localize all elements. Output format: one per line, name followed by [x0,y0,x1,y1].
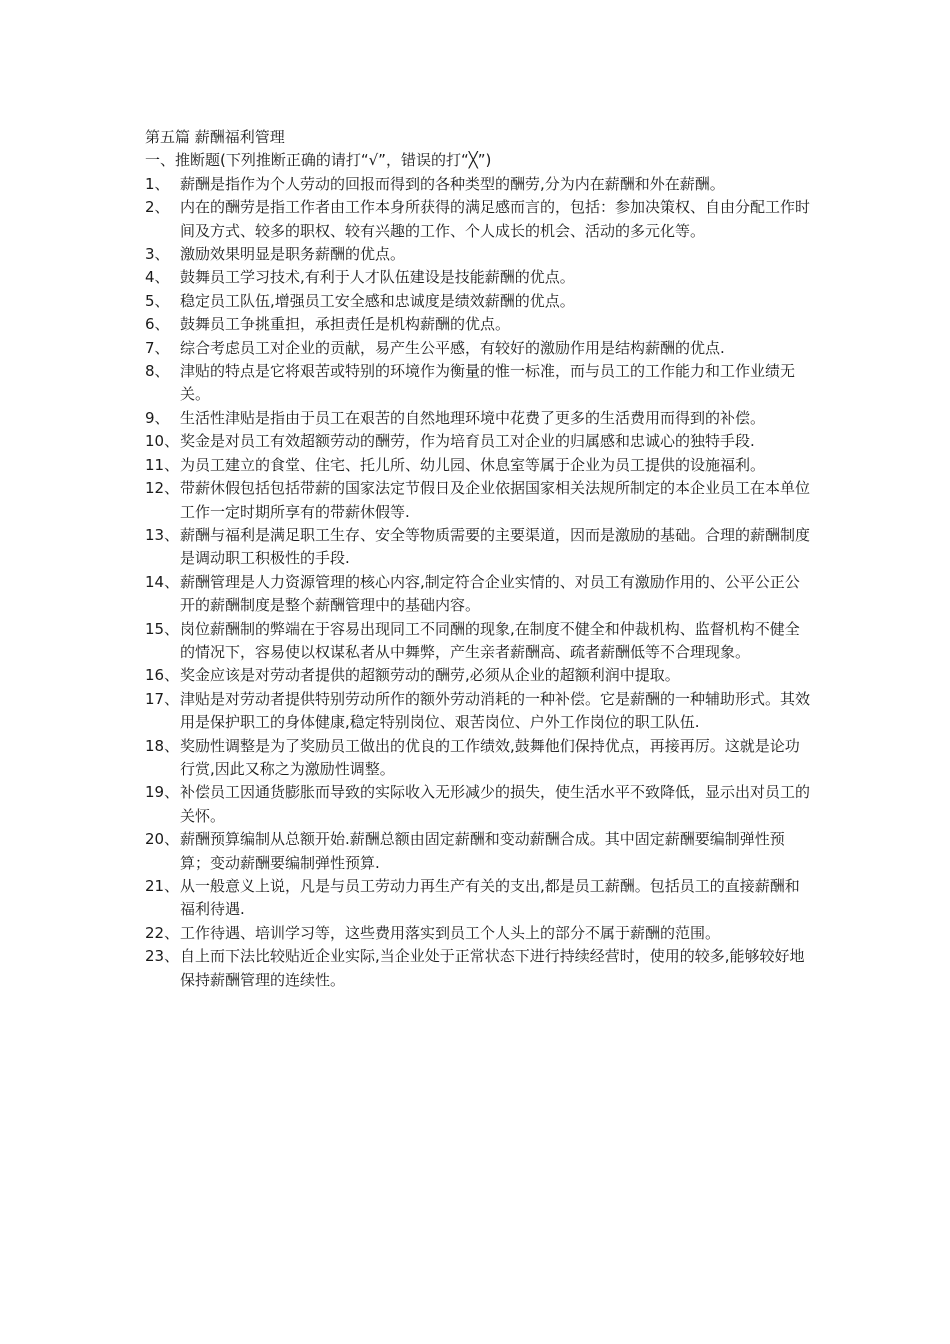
document-body [145,126,810,992]
question-text: 稳定员工队伍,增强员工安全感和忠诚度是绩效薪酬的优点。 [180,291,575,310]
question-text: 薪酬管理是人力资源管理的核心内容,制定符合企业实情的、对员工有激励作用的、公平公正公开的薪酬制度是整个薪酬管理中的基础内容。 [180,572,800,615]
question-item [145,781,810,828]
question-item [145,173,810,196]
question-item [145,313,810,336]
question-item [145,875,810,922]
question-item [145,571,810,618]
question-item [145,735,810,782]
question-text: 从一般意义上说，凡是与员工劳动力再生产有关的支出,都是员工薪酬。包括员工的直接薪酬和福利待遇. [180,877,800,919]
question-item [145,688,810,735]
question-text: 生活性津贴是指由于员工在艰苦的自然地理环境中花费了更多的生活费用而得到的补偿。 [180,408,766,427]
question-number: 20、 [145,830,180,849]
question-number: 15、 [145,619,180,638]
question-item [145,524,810,571]
question-item [145,360,810,407]
question-number: 7、 [145,338,170,357]
question-number: 12、 [145,479,180,498]
question-list [145,173,810,992]
question-text: 薪酬是指作为个人劳动的回报而得到的各种类型的酬劳,分为内在薪酬和外在薪酬。 [180,174,725,193]
question-number: 23、 [145,947,180,966]
question-item [145,477,810,524]
question-item [145,922,810,945]
question-text: 激励效果明显是职务薪酬的优点。 [180,245,406,264]
question-text: 薪酬与福利是满足职工生存、安全等物质需要的主要渠道，因而是激励的基础。合理的薪酬制度是调动职工积极性的手段. [180,525,811,568]
question-text: 鼓舞员工争挑重担，承担责任是机构薪酬的优点。 [180,315,511,334]
question-item [145,243,810,266]
question-number: 6、 [145,315,170,334]
question-item [145,266,810,289]
question-text: 补偿员工因通货膨胀而导致的实际收入无形减少的损失，使生活水平不致降低，显示出对员工的关怀。 [180,783,811,825]
question-item [145,664,810,687]
question-number: 14、 [145,572,180,591]
question-text: 薪酬预算编制从总额开始.薪酬总额由固定薪酬和变动薪酬合成。其中固定薪酬要编制弹性预算；变动薪酬要编制弹性预算. [180,830,785,872]
question-text: 奖金是对员工有效超额劳动的酬劳，作为培育员工对企业的归属感和忠诚心的独特手段. [180,432,755,451]
question-text: 为员工建立的食堂、住宅、托儿所、幼儿园、休息室等属于企业为员工提供的设施福利。 [180,455,766,474]
section-heading: 一、推断题(下列推断正确的请打“√”，错误的打“╳”) [145,151,492,170]
question-item [145,454,810,477]
question-number: 11、 [145,455,180,474]
question-item [145,430,810,453]
question-text: 综合考虑员工对企业的贡献，易产生公平感，有较好的激励作用是结构薪酬的优点. [180,338,725,357]
question-number: 17、 [145,689,180,708]
question-number: 5、 [145,291,170,310]
question-text: 奖励性调整是为了奖励员工做出的优良的工作绩效,鼓舞他们保持优点，再接再厉。这就是论功行赏,因此又称之为激励性调整。 [180,736,800,778]
question-item [145,828,810,875]
question-item [145,407,810,430]
question-text: 奖金应该是对劳动者提供的超额劳动的酬劳,必须从企业的超额利润中提取。 [180,666,680,685]
question-number: 16、 [145,666,180,685]
question-text: 鼓舞员工学习技术,有利于人才队伍建设是技能薪酬的优点。 [180,268,575,287]
question-text: 带薪休假包括包括带薪的国家法定节假日及企业依据国家相关法规所制定的本企业员工在本单位工作一定时期所享有的带薪休假等. [180,479,811,521]
question-item [145,290,810,313]
question-number: 8、 [145,362,170,381]
question-number: 9、 [145,408,170,427]
question-number: 2、 [145,198,170,217]
question-text: 内在的酬劳是指工作者由工作本身所获得的满足感而言的，包括：参加决策权、自由分配工作时间及方式、较多的职权、较有兴趣的工作、个人成长的机会、活动的多元化等。 [180,198,811,240]
question-number: 19、 [145,783,180,802]
question-number: 10、 [145,432,180,451]
question-item [145,196,810,243]
question-text: 津贴是对劳动者提供特别劳动所作的额外劳动消耗的一种补偿。它是薪酬的一种辅助形式。其效用是保护职工的身体健康,稳定特别岗位、艰苦岗位、户外工作岗位的职工队伍. [180,689,811,732]
chapter-title: 第五篇 薪酬福利管理 [145,128,285,146]
question-text: 津贴的特点是它将艰苦或特别的环境作为衡量的惟一标准，而与员工的工作能力和工作业绩无关。 [180,362,796,404]
question-item [145,945,810,992]
question-text: 岗位薪酬制的弊端在于容易出现同工不同酬的现象,在制度不健全和仲裁机构、监督机构不健全的情况下，容易使以权谋私者从中舞弊，产生亲者薪酬高、疏者薪酬低等不合理现象。 [180,619,800,661]
question-number: 4、 [145,268,170,287]
question-text: 工作待遇、培训学习等，这些费用落实到员工个人头上的部分不属于薪酬的范围。 [180,923,721,942]
question-number: 21、 [145,877,180,895]
question-number: 3、 [145,245,170,264]
question-number: 1、 [145,174,170,193]
question-item [145,337,810,360]
question-number: 13、 [145,525,180,544]
question-text: 自上而下法比较贴近企业实际,当企业处于正常状态下进行持续经营时，使用的较多,能够较好地保持薪酬管理的连续性。 [180,947,805,989]
question-item [145,618,810,665]
question-number: 22、 [145,923,180,942]
question-number: 18、 [145,736,180,755]
